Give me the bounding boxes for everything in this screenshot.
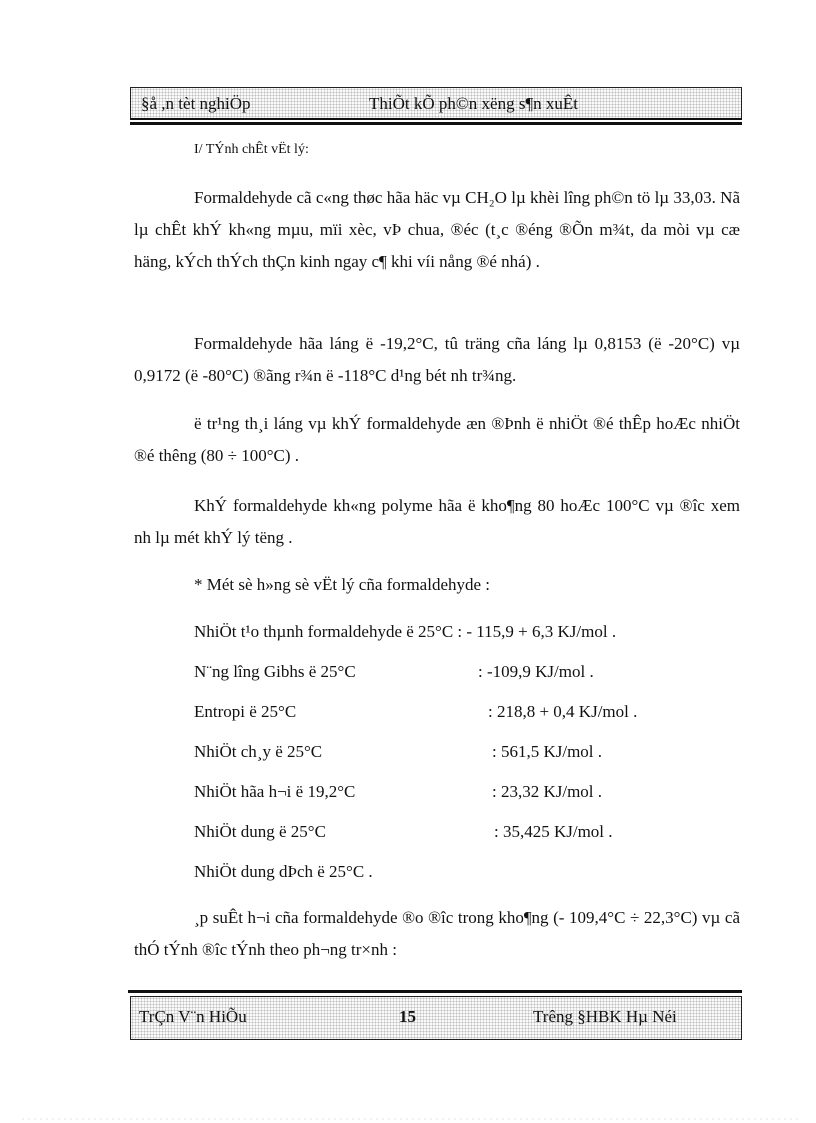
constants-heading: * Mét sè h»ng sè vËt lý cña formaldehyde : xyxy=(194,575,491,594)
constant-label-1: N¨ng lîng Gibhs ë 25°C xyxy=(194,662,356,681)
constant-label-4: NhiÖt hãa h¬i ë 19,2°C xyxy=(194,782,356,801)
constant-label-5: NhiÖt dung ë 25°C xyxy=(194,822,326,841)
constant-value-2: : 218,8 + 0,4 KJ/mol . xyxy=(488,702,638,721)
bottom-dotted-line xyxy=(20,1118,800,1120)
constant-value-3: : 561,5 KJ/mol . xyxy=(492,742,603,761)
paragraph-3: ë tr¹ng th¸i láng vµ khÝ formaldehyde æn ®Þnh ë nhiÖt ®é thÊp hoÆc nhiÖt ®é thêng (80 ÷ 100°C) . xyxy=(134,414,740,465)
constant-label-2: Entropi ë 25°C xyxy=(194,702,297,721)
constant-label-3: NhiÖt ch¸y ë 25°C xyxy=(194,742,323,761)
paragraph-1: Formaldehyde cã c«ng thøc hãa häc vµ CH₂O lµ khèi lîng ph©n tö lµ 33,03. Nã lµ chÊt khÝ kh«ng mµu, mïi xèc, vÞ chua, ®éc (t¸c ®éng ®Õn m¾t, da mòi vµ cæ häng, kÝch thÝch thÇn kinh ngay c¶ khi víi nång ®é nhá) . xyxy=(134,188,740,271)
header-right-text: ThiÕt kÕ ph©n xëng s¶n xuÊt xyxy=(369,94,579,113)
constant-label-0: NhiÖt t¹o thµnh formaldehyde ë 25°C : - 115,9 + 6,3 KJ/mol . xyxy=(194,622,617,641)
paragraph-4: KhÝ formaldehyde kh«ng polyme hãa ë kho¶ng 80 hoÆc 100°C vµ ®îc xem nh lµ mét khÝ lý tëng . xyxy=(134,496,740,547)
paragraph-2: Formaldehyde hãa láng ë -19,2°C, tû träng cña láng lµ 0,8153 (ë -20°C) vµ 0,9172 (ë -80°C) ®ãng r¾n ë -118°C d¹ng bét nh tr¾ng. xyxy=(134,334,740,385)
constant-value-1: : -109,9 KJ/mol . xyxy=(478,662,594,681)
header-left-text: §å ,n tèt nghiÖp xyxy=(141,94,251,113)
section-title: I/ TÝnh chÊt vËt lý: xyxy=(194,142,309,157)
footer-rule xyxy=(128,990,742,993)
constant-value-4: : 23,32 KJ/mol . xyxy=(492,782,603,801)
page-number: 15 xyxy=(399,1007,416,1026)
constant-label-6: NhiÖt dung dÞch ë 25°C . xyxy=(194,862,373,881)
header-rule xyxy=(130,122,742,125)
page-header xyxy=(130,87,742,120)
footer-author: TrÇn V¨n HiÕu xyxy=(139,1007,247,1026)
footer-school: Trêng §HBK Hµ Néi xyxy=(533,1007,677,1026)
page-footer xyxy=(130,996,742,1040)
paragraph-6: ¸p suÊt h¬i cña formaldehyde ®o ®îc trong kho¶ng (- 109,4°C ÷ 22,3°C) vµ cã thÓ tÝnh ®îc tÝnh theo ph¬ng tr×nh : xyxy=(134,908,740,959)
constant-value-5: : 35,425 KJ/mol . xyxy=(494,822,613,841)
